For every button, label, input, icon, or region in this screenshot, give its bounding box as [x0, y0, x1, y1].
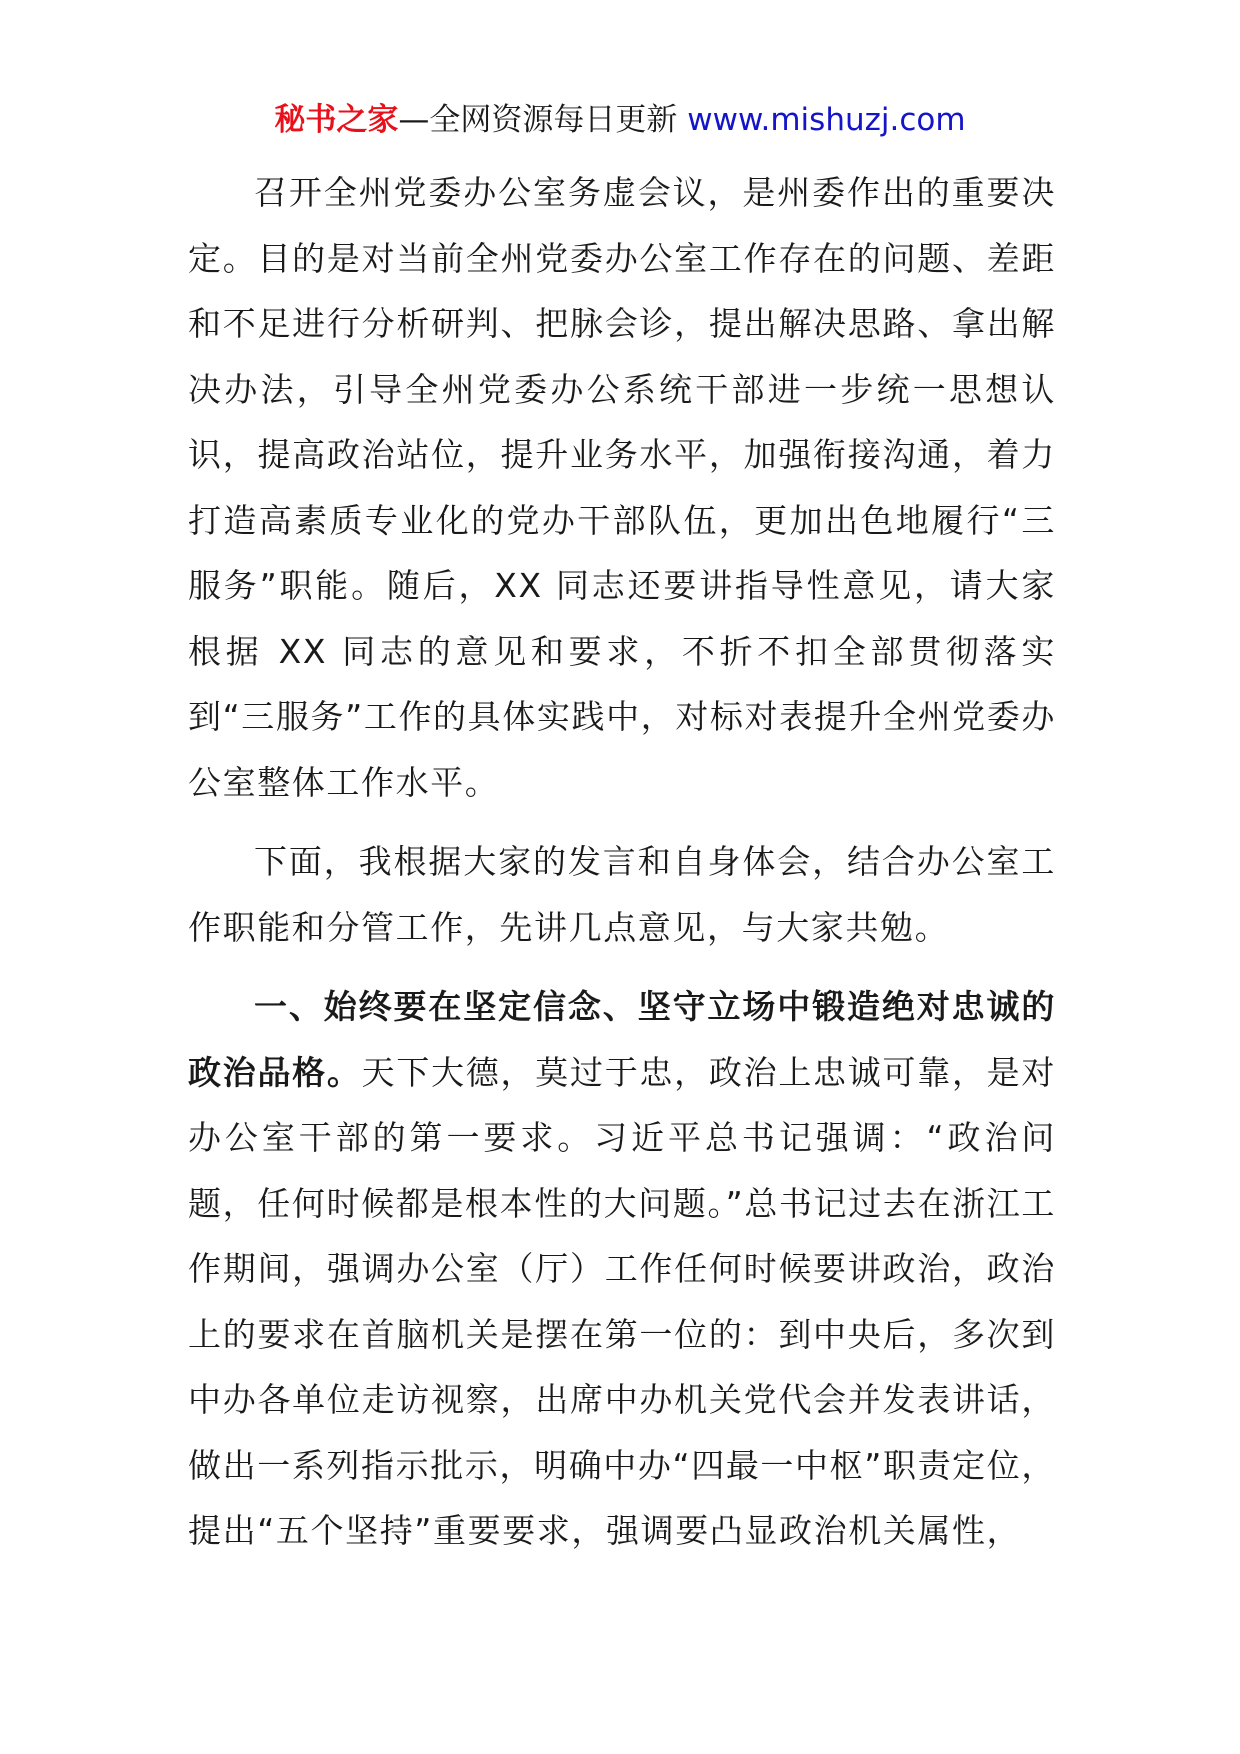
paragraph-text: 下面，我根据大家的发言和自身体会，结合办公室工作职能和分管工作，先讲几点意见，与大家共勉。: [188, 842, 1056, 947]
site-url-link[interactable]: www.mishuzj.com: [687, 102, 966, 138]
brand-name: 秘书之家: [274, 102, 399, 138]
paragraph-section-one: [188, 974, 1056, 1564]
paragraph-text: 天下大德，莫过于忠，政治上忠诚可靠，是对办公室干部的第一要求。习近平总书记强调：“政治问题，任何时候都是根本性的大问题。”总书记过去在浙江工作期间，强调办公室（厅）工作任何时候要讲政治，政治上的要求在首脑机关是摆在第一位的：到中央后，多次到中办各单位走访视察，出席中办机关党代会并发表讲话，做出一系列指示批示，明确中办“四最一中枢”职责定位，提出“五个坚持”重要要求，强调要凸显政治机关属性，: [188, 1052, 1056, 1550]
site-banner: [0, 100, 1240, 140]
paragraph-transition: [188, 829, 1056, 960]
paragraph-text: 召开全州党委办公室务虚会议，是州委作出的重要决定。目的是对当前全州党委办公室工作存在的问题、差距和不足进行分析研判、把脉会诊，提出解决思路、拿出解决办法，引导全州党委办公系统干部进一步统一思想认识，提高政治站位，提升业务水平，加强衔接沟通，着力打造高素质专业化的党办干部队伍，更加出色地履行“三服务”职能。随后，XX 同志还要讲指导性意见，请大家根据 XX 同志的意见和要求，不折不扣全部贯彻落实到“三服务”工作的具体实践中，对标对表提升全州党委办公室整体工作水平。: [188, 173, 1056, 802]
paragraph-intro: [188, 160, 1056, 815]
document-body: [188, 160, 1056, 1564]
section-heading: 一、始终要在坚定信念、坚守立场中锻造绝对忠诚的政治品格。: [188, 987, 1056, 1092]
banner-tagline: —全网资源每日更新: [398, 102, 678, 138]
